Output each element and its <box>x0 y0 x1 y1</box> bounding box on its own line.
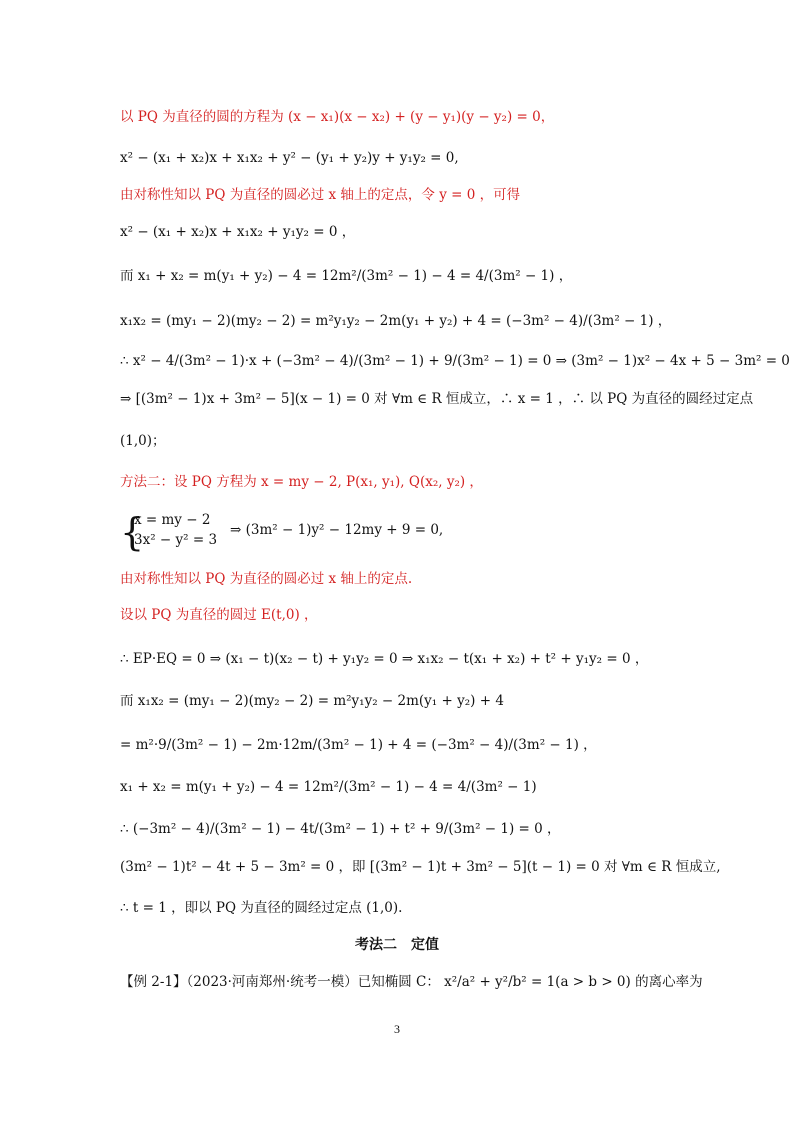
text-line: 而 x₁x₂ = (my₁ − 2)(my₂ − 2) = m²y₁y₂ − 2m(y₁ + y₂) + 4 <box>120 693 504 709</box>
text-line: ∴ t = 1 ，即以 PQ 为直径的圆经过定点 (1,0). <box>120 900 403 916</box>
section-heading: 考法二 定值 <box>355 937 439 953</box>
text-line: 以 PQ 为直径的圆的方程为 (x − x₁)(x − x₂) + (y − y₁)(y − y₂) = 0， <box>120 109 555 125</box>
system-result: ⇒ (3m² − 1)y² − 12my + 9 = 0, <box>230 522 444 538</box>
text-line: 方法二：设 PQ 方程为 x = my − 2, P(x₁, y₁), Q(x₂, y₂) ， <box>120 474 483 490</box>
text-line: ⇒ [(3m² − 1)x + 3m² − 5](x − 1) = 0 对 ∀m ∈ R 恒成立，∴ x = 1 ，∴ 以 PQ 为直径的圆经过定点 <box>120 391 754 407</box>
system-eq-1: x = my − 2 <box>134 512 211 528</box>
text-line: x² − (x₁ + x₂)x + x₁x₂ + y² − (y₁ + y₂)y + y₁y₂ = 0, <box>120 150 459 166</box>
text-line: 而 x₁ + x₂ = m(y₁ + y₂) − 4 = 12m²/(3m² − 1) − 4 = 4/(3m² − 1) ， <box>120 268 573 284</box>
text-line: x₁x₂ = (my₁ − 2)(my₂ − 2) = m²y₁y₂ − 2m(y₁ + y₂) + 4 = (−3m² − 4)/(3m² − 1) ， <box>120 313 672 329</box>
text-line: ∴ EP·EQ = 0 ⇒ (x₁ − t)(x₂ − t) + y₁y₂ = 0 ⇒ x₁x₂ − t(x₁ + x₂) + t² + y₁y₂ = 0 ， <box>120 651 649 667</box>
text-line: = m²·9/(3m² − 1) − 2m·12m/(3m² − 1) + 4 = (−3m² − 4)/(3m² − 1) ， <box>120 737 597 753</box>
text-line: x₁ + x₂ = m(y₁ + y₂) − 4 = 12m²/(3m² − 1) − 4 = 4/(3m² − 1) <box>120 779 537 795</box>
brace: { <box>120 510 145 554</box>
text-line: ∴ x² − 4/(3m² − 1)·x + (−3m² − 4)/(3m² − 1) + 9/(3m² − 1) = 0 ⇒ (3m² − 1)x² − 4x + 5 − 3m² = 0 <box>120 353 790 369</box>
system-eq-2: 3x² − y² = 3 <box>134 532 218 548</box>
text-line: 设以 PQ 为直径的圆过 E(t,0) ， <box>120 607 318 623</box>
text-line: x² − (x₁ + x₂)x + x₁x₂ + y₁y₂ = 0 ， <box>120 224 356 240</box>
text-line: 由对称性知以 PQ 为直径的圆必过 x 轴上的定点，令 y = 0 ，可得 <box>120 187 521 203</box>
page-number: 3 <box>394 1022 400 1036</box>
text-line: 由对称性知以 PQ 为直径的圆必过 x 轴上的定点. <box>120 571 413 587</box>
example-line: 【例 2-1】（2023·河南郑州·统考一模）已知椭圆 C： x²/a² + y²/b² = 1(a > b > 0) 的离心率为 <box>120 974 703 990</box>
text-line: (3m² − 1)t² − 4t + 5 − 3m² = 0 ，即 [(3m² − 1)t + 3m² − 5](t − 1) = 0 对 ∀m ∈ R 恒成立, <box>120 859 721 875</box>
text-line: (1,0)； <box>120 433 166 449</box>
text-line: ∴ (−3m² − 4)/(3m² − 1) − 4t/(3m² − 1) + t² + 9/(3m² − 1) = 0 ， <box>120 821 561 837</box>
